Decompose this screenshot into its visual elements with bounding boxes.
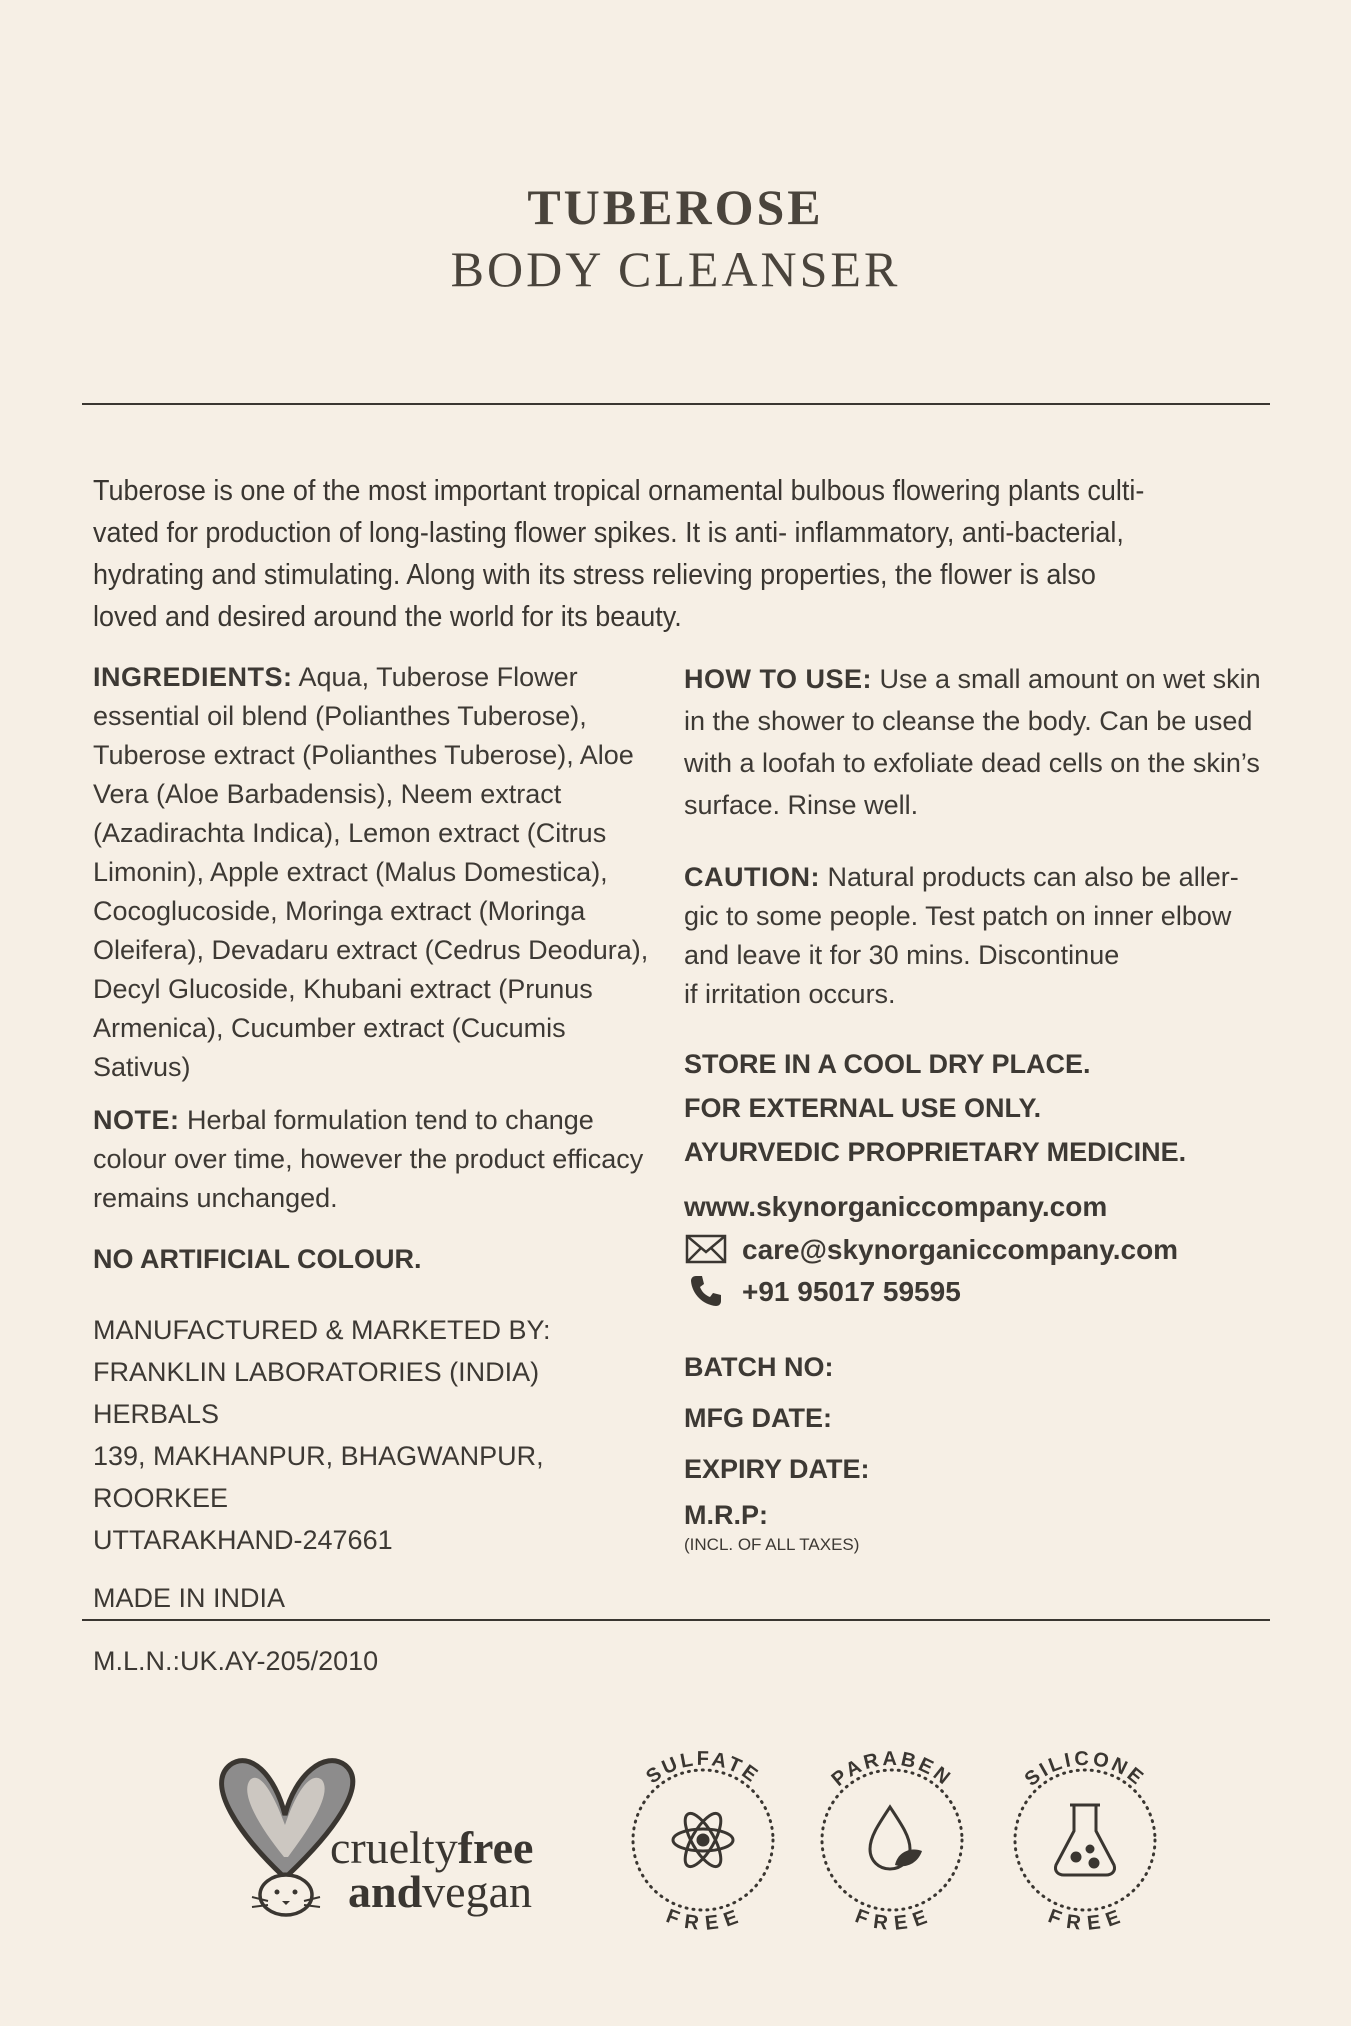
batch-no-label: BATCH NO: [684,1352,834,1382]
left-column [93,658,653,1681]
caution-section [684,858,1264,1014]
intro-line: vated for production of long-lasting flower spikes. It is anti- inflammatory, anti-bacterial, [93,517,1124,549]
how-to-use-line: Use a small amount on wet skin [872,664,1261,694]
storage-block [684,1042,1264,1174]
email-link[interactable]: care@skynorganiccompany.com [742,1233,1179,1265]
vegan-text: vegan [422,1866,533,1917]
cruelty-free-logo [222,1761,534,1917]
free-text: free [457,1822,534,1873]
note-line: remains unchanged. [93,1183,338,1213]
product-title-line2: BODY CLEANSER [450,241,901,297]
note-section [93,1101,653,1218]
mln-number: M.L.N.:UK.AY-205/2010 [93,1646,379,1676]
caution-label: CAUTION: [684,862,820,892]
caution-line: Natural products can also be aller- [819,862,1239,892]
ingredients-line: (Azadirachta Indica), Lemon extract (Citrus [93,818,607,848]
ingredients-line: Limonin), Apple extract (Malus Domestica), [93,857,608,887]
badges-graphic [210,1745,1160,1935]
manufacturer-line: 139, MAKHANPUR, BHAGWANPUR, ROORKEE [93,1441,544,1513]
caution-line: gic to some people. Test patch on inner elbow [684,901,1232,931]
svg-text:SULFATE [642,1748,764,1788]
ingredients-line: essential oil blend (Polianthes Tuberose), [93,701,587,731]
svg-text:FREE [852,1905,933,1935]
no-artificial-colour: NO ARTIFICIAL COLOUR. [93,1244,422,1274]
ingredients-line: Armenica), Cucumber extract (Cucumis Sativus) [93,1013,566,1082]
sulfate-free-badge [633,1748,773,1935]
contact-block [684,1186,1264,1312]
how-to-use-line: with a loofah to exfoliate dead cells on the skin’s [684,748,1260,778]
paraben-free-badge [822,1748,962,1935]
cruelty-text: cruelty [330,1822,458,1873]
bottom-divider [82,1619,1270,1621]
note-line: Herbal formulation tend to change [179,1105,594,1135]
svg-text:FREE [1045,1905,1126,1935]
silicone-free-label: FREE [1045,1905,1126,1935]
svg-text:andvegan [348,1866,532,1917]
mrp-note: (INCL. OF ALL TAXES) [684,1535,860,1554]
svg-text:PARABEN [828,1748,957,1791]
phone-icon [684,1275,728,1307]
top-divider [82,403,1270,405]
caution-line: if irritation occurs. [684,979,896,1009]
caution-line: and leave it for 30 mins. Discontinue [684,940,1120,970]
manufacturer-block [93,1309,653,1561]
mrp-label: M.R.P: [684,1500,768,1530]
paraben-free-label: FREE [852,1905,933,1935]
storage-line: STORE IN A COOL DRY PLACE. [684,1049,1091,1079]
intro-paragraph [93,470,1190,638]
right-column [684,658,1264,1555]
and-text: and [348,1866,423,1917]
mfg-date-label: MFG DATE: [684,1403,832,1433]
ingredients-line: Tuberose extract (Polianthes Tuberose), Aloe [93,740,634,770]
sulfate-free-label: FREE [663,1905,744,1935]
flask-icon [1055,1805,1114,1875]
how-to-use-line: surface. Rinse well. [684,790,919,820]
sulfate-label: SULFATE [642,1747,764,1789]
atom-icon [673,1809,733,1872]
intro-line: loved and desired around the world for its beauty. [93,601,682,633]
storage-line: FOR EXTERNAL USE ONLY. [684,1093,1042,1123]
svg-text:SILICONE [1021,1748,1150,1791]
phone-number[interactable]: +91 95017 59595 [742,1275,961,1307]
drop-leaf-icon [870,1807,922,1869]
paraben-label: PARABEN [827,1747,957,1791]
website-link[interactable]: www.skynorganiccompany.com [684,1191,1108,1222]
envelope-icon [684,1233,728,1265]
made-in: MADE IN INDIA [93,1583,286,1613]
ingredients-line: Vera (Aloe Barbadensis), Neem extract [93,779,562,809]
silicone-free-badge [1015,1748,1155,1935]
how-to-use-section [684,658,1264,826]
ingredients-line: Aqua, Tuberose Flower [292,662,578,692]
batch-block [684,1342,1264,1535]
note-label: NOTE: [93,1105,180,1135]
storage-line: AYURVEDIC PROPRIETARY MEDICINE. [684,1137,1187,1167]
manufacturer-line: FRANKLIN LABORATORIES (INDIA) HERBALS [93,1357,540,1429]
note-line: colour over time, however the product efficacy [93,1144,644,1174]
svg-text:FREE [663,1905,744,1935]
expiry-date-label: EXPIRY DATE: [684,1454,870,1484]
how-to-use-line: in the shower to cleanse the body. Can be used [684,706,1253,736]
ingredients-label: INGREDIENTS: [93,662,293,692]
certification-badges [210,1745,1160,1935]
silicone-label: SILICONE [1020,1747,1150,1791]
product-title-line1: TUBEROSE [527,179,824,235]
phone-row [684,1270,1264,1312]
ingredients-line: Cocoglucoside, Moringa extract (Moringa [93,896,586,926]
intro-line: hydrating and stimulating. Along with its stress relieving properties, the flower is also [93,559,1096,591]
manufacturer-line: MANUFACTURED & MARKETED BY: [93,1315,551,1345]
email-row [684,1228,1264,1270]
ingredients-line: Oleifera), Devadaru extract (Cedrus Deodura), [93,935,649,965]
ingredients-section [93,658,653,1087]
how-to-use-label: HOW TO USE: [684,664,873,694]
ingredients-line: Decyl Glucoside, Khubani extract (Prunus [93,974,593,1004]
intro-line: Tuberose is one of the most important tropical ornamental bulbous flowering plants culti- [93,475,1145,507]
manufacturer-line: UTTARAKHAND-247661 [93,1525,393,1555]
